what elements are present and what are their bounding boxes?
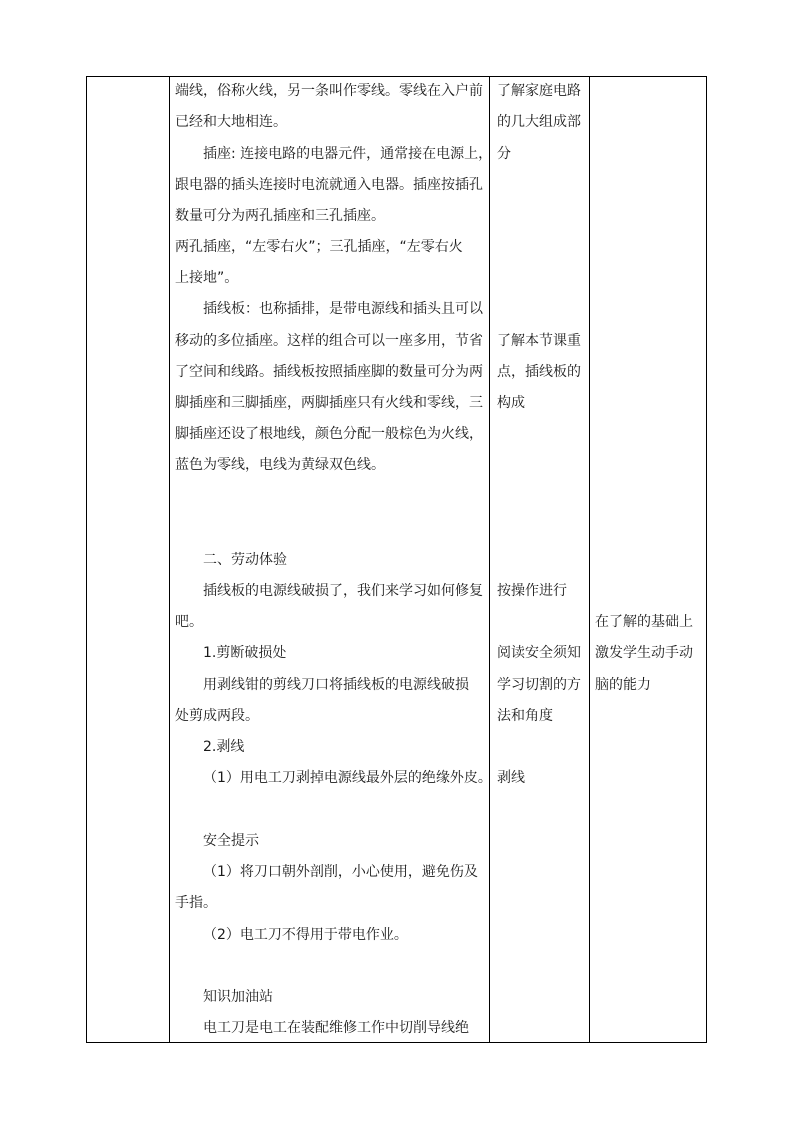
- content-line: 移动的多位插座。这样的组合可以一座多用，节省: [175, 333, 483, 349]
- activity-line: 法和角度: [497, 708, 553, 724]
- content-line: 蓝色为零线，电线为黄绿双色线。: [175, 457, 385, 473]
- activity-line: 分: [497, 146, 511, 162]
- content-line: 了空间和线路。插线板按照插座脚的数量可分为两: [175, 364, 483, 380]
- intent-column: [589, 77, 708, 1042]
- activity-line: 学习切割的方: [497, 677, 581, 693]
- content-line: 插座: 连接电路的电器元件，通常接在电源上，: [203, 146, 493, 162]
- content-line: 两孔插座，“左零右火”；三孔插座，“左零右火: [175, 239, 463, 255]
- content-line: 数量可分为两孔插座和三孔插座。: [175, 208, 385, 224]
- stage-column: [87, 77, 169, 1042]
- activity-column: [489, 77, 589, 1042]
- intent-line: 在了解的基础上: [595, 614, 693, 630]
- content-line: （1）将刀口朝外剖削，小心使用，避免伤及: [203, 864, 478, 880]
- content-line: 插线板：也称插排，是带电源线和插头且可以: [203, 301, 483, 317]
- content-line: 上接地”。: [175, 270, 239, 286]
- activity-line: 点，插线板的: [497, 364, 581, 380]
- step-heading: 2.剥线: [203, 739, 245, 755]
- content-line: 手指。: [175, 895, 217, 911]
- activity-line: 剥线: [497, 770, 525, 786]
- content-line: 端线，俗称火线，另一条叫作零线。零线在入户前: [175, 83, 483, 99]
- content-line: 电工刀是电工在装配维修工作中切削导线绝: [203, 1020, 469, 1036]
- activity-line: 的几大组成部: [497, 114, 581, 130]
- activity-line: 构成: [497, 395, 525, 411]
- content-line: 脚插座还设了根地线，颜色分配一般棕色为火线，: [175, 426, 483, 442]
- content-line: 插线板的电源线破损了，我们来学习如何修复: [203, 583, 483, 599]
- activity-line: 按操作进行: [497, 583, 567, 599]
- section-heading: 二、劳动体验: [203, 552, 287, 568]
- content-line: 脚插座和三脚插座，两脚插座只有火线和零线，三: [175, 395, 483, 411]
- content-line: 已经和大地相连。: [175, 114, 287, 130]
- step-heading: 1.剪断破损处: [203, 645, 287, 661]
- intent-line: 脑的能力: [595, 677, 651, 693]
- content-line: （2）电工刀不得用于带电作业。: [203, 927, 408, 943]
- activity-line: 了解本节课重: [497, 333, 581, 349]
- activity-line: 了解家庭电路: [497, 83, 581, 99]
- lesson-table: [86, 76, 707, 1043]
- content-line: 处剪成两段。: [175, 708, 259, 724]
- content-line: 吧。: [175, 614, 203, 630]
- safety-heading: 安全提示: [203, 833, 259, 849]
- activity-line: 阅读安全须知: [497, 645, 581, 661]
- content-line: 用剥线钳的剪线刀口将插线板的电源线破损: [203, 677, 469, 693]
- knowledge-heading: 知识加油站: [203, 989, 273, 1005]
- content-line: （1）用电工刀剥掉电源线最外层的绝缘外皮。: [203, 770, 492, 786]
- content-line: 跟电器的插头连接时电流就通入电器。插座按插孔: [175, 177, 483, 193]
- intent-line: 激发学生动手动: [595, 645, 693, 661]
- content-column: [169, 77, 493, 1042]
